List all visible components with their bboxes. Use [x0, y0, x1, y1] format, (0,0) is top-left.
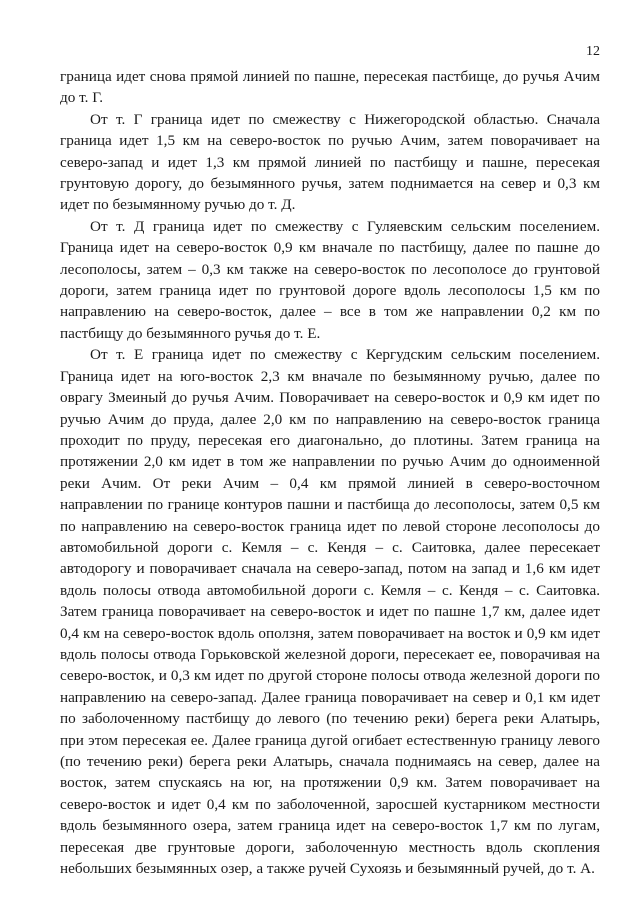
paragraph-point-e: От т. Е граница идет по смежеству с Кергудским сельским поселением. Граница идет на юго-восток 2,3 км вначале по безымянному ручью, далее по оврагу Змеиный до ручья Ачим. Поворачивает на северо-восток и 0,9 км идет по ручью Ачим до пруда, далее 2,0 км по направлению на северо-восток граница проходит по пруду, пересекая его диагонально, до плотины. Затем граница на протяжении 2,0 км идет в том же направлении по ручью Ачим до одноименной реки Ачим. От реки Ачим – 0,4 км прямой линией в северо-восточном направлении по границе контуров пашни и пастбища до лесополосы, затем 0,5 км по направлению на северо-восток граница идет по левой стороне лесополосы до автомобильной дороги с. Кемля – с. Кендя – с. Саитовка, далее пересекает автодорогу и поворачивает сначала на северо-запад, потом на запад и 1,6 км идет вдоль полосы отвода автомобильной дороги с. Кемля – с. Кендя – с. Саитовка. Затем граница поворачивает на северо-восток и идет по пашне 1,7 км, далее идет 0,4 км на северо-восток вдоль оползня, затем поворачивает на восток и 0,9 км идет вдоль полосы отвода Горьковской железной дороги, пересекает ее, поворачивая на северо-восток, и 0,3 км идет по другой стороне полосы отвода железной дороги по направлению на северо-запад. Далее граница поворачивает на север и 0,1 км идет по заболоченному пастбищу до левого (по течению реки) берега реки Алатырь, при этом пересекая ее. Далее граница дугой огибает естественную границу левого (по течению реки) берега реки Алатырь, сначала поднимаясь на север, далее на восток, затем спускаясь на юг, на протяжении 0,9 км. Затем поворачивает на северо-восток и идет 0,4 км по заболоченной, заросшей кустарником местности вдоль безымянного озера, затем граница идет на северо-восток 1,7 км по лугам, пересекая две грунтовые дороги, заболоченную местность вдоль скопления небольших безымянных озер, а также ручей Сухоязь и безымянный ручей, до т. А. [60, 346, 600, 878]
paragraph-continuation: граница идет снова прямой линией по пашне, пересекая пастбище, до ручья Ачим до т. Г. [60, 68, 600, 107]
paragraph-point-d: От т. Д граница идет по смежеству с Гуляевским сельским поселением. Граница идет на северо-восток 0,9 км вначале по пастбищу, далее по пашне до лесополосы, затем – 0,3 км также на северо-восток по лесополосе до грунтовой дороги, затем граница идет по грунтовой дороге вдоль лесополосы 1,5 км по направлению на северо-восток, далее – все в том же направлении 0,2 км по пастбищу до безымянного ручья до т. Е. [60, 217, 600, 342]
paragraph-point-g: От т. Г граница идет по смежеству с Нижегородской областью. Сначала граница идет 1,5 км на северо-восток по ручью Ачим, затем поворачивает на северо-запад и идет 1,3 км прямой линией по пастбищу и пашне, пересекая грунтовую дорогу, до безымянного ручья, затем поднимается на север и 0,3 км идет по безымянному ручью до т. Д. [60, 110, 600, 214]
page-number: 12 [586, 44, 600, 59]
body-text [60, 66, 600, 879]
